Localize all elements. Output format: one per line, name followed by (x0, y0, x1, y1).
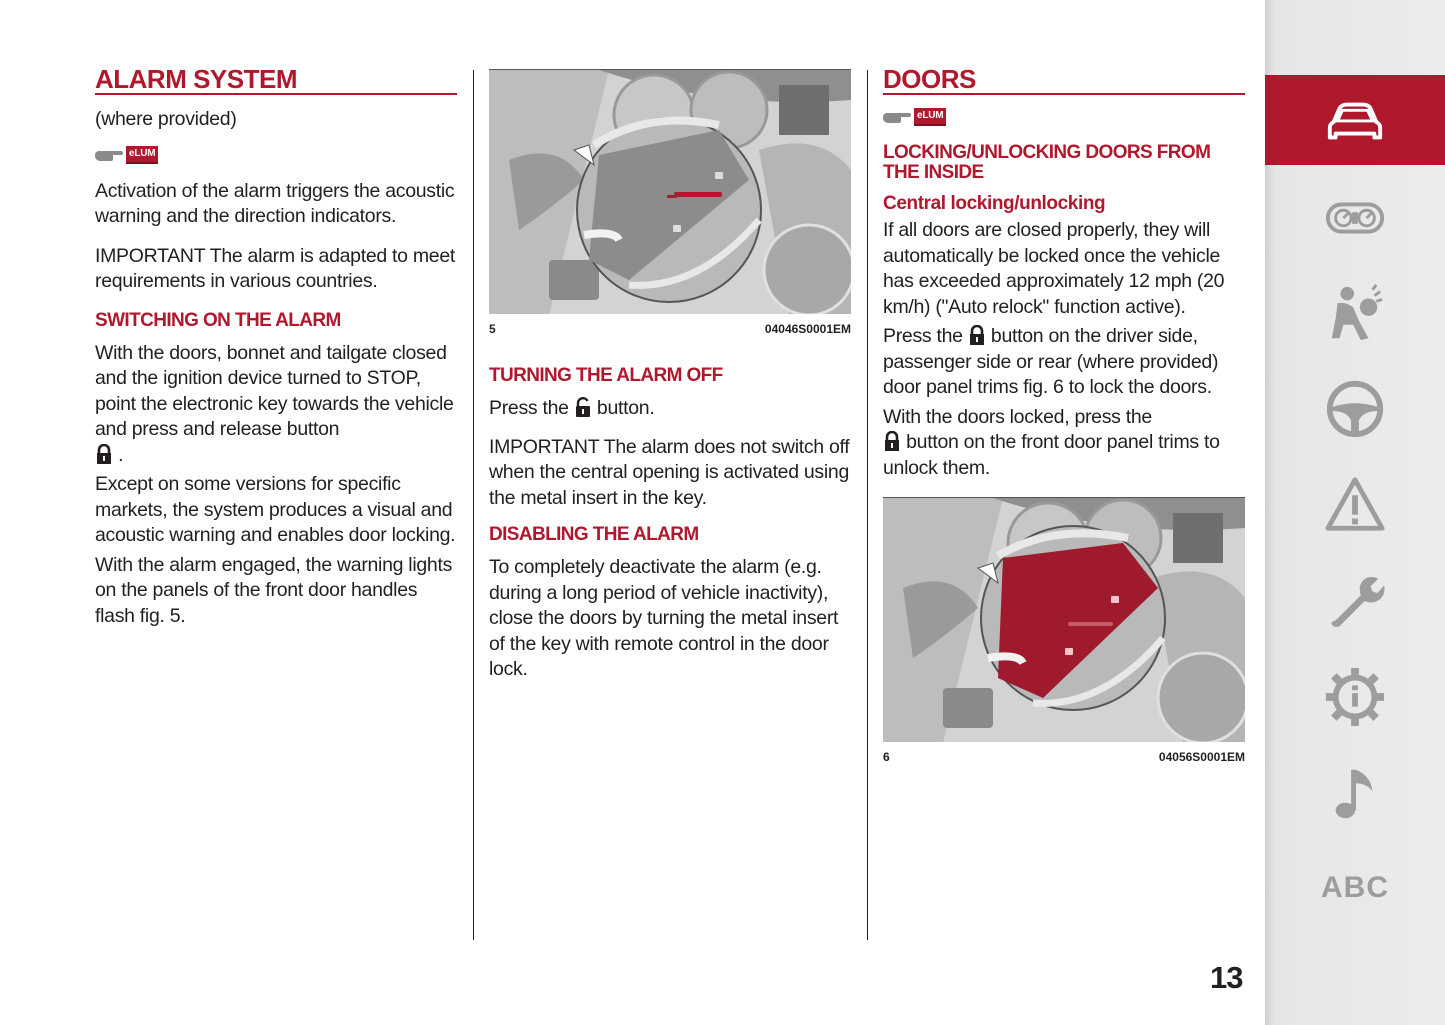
chapter-sidebar (1265, 0, 1445, 1025)
figure-6-door-panel (883, 497, 1245, 742)
lock-closed-icon (95, 444, 113, 464)
column-divider (867, 70, 868, 940)
figure-caption (883, 750, 1245, 764)
subheading-switching-on: SWITCHING ON THE ALARM (95, 309, 341, 331)
press-text: Press the (489, 397, 569, 419)
paragraph-text: With the doors, bonnet and tailgate closed and the ignition device turned to STOP, point the electronic key towards the vehicle and press and release button (95, 341, 454, 440)
paragraph: With the alarm engaged, the warning lights on the panels of the front door handles flash fig. 5. (95, 553, 453, 627)
press-text-end: button. (596, 397, 655, 419)
paragraph-text: button on the front door panel trims to unlock them. (883, 431, 1220, 479)
pointing-hand-icon (95, 148, 123, 162)
door-panel-illustration (883, 498, 1245, 742)
gear-info-icon (1324, 666, 1386, 728)
music-note-icon (1324, 762, 1386, 824)
subheading-locking-unlocking: LOCKING/UNLOCKING DOORS FROM THE INSIDE (883, 142, 1211, 183)
lock-closed-icon (883, 431, 901, 451)
car-icon (1324, 89, 1386, 151)
paragraph-text: Press the (883, 325, 963, 347)
column-divider (473, 70, 474, 940)
elum-indicator (95, 143, 457, 167)
figure-code: 04056S0001EM (1158, 750, 1245, 764)
paragraph-text: With the doors locked, press the (883, 405, 1152, 428)
column-doors (883, 66, 1245, 764)
paragraph (883, 324, 1245, 401)
paragraph: To completely deactivate the alarm (e.g. during a long period of vehicle inactivity), close the doors by turning the metal insert of the key with remote control in the door lock. (489, 556, 839, 680)
paragraph-end: . (118, 443, 124, 466)
pointing-hand-icon (883, 110, 911, 124)
sidebar-item-multimedia[interactable] (1265, 748, 1445, 838)
paragraph (883, 405, 1245, 482)
wrench-icon (1324, 570, 1386, 632)
figure-number: 6 (883, 750, 890, 764)
paragraph: IMPORTANT The alarm is adapted to meet requirements in various countries. (95, 244, 455, 292)
figure-number: 5 (489, 322, 496, 336)
sidebar-item-maintenance[interactable] (1265, 556, 1445, 646)
paragraph (489, 396, 851, 422)
sidebar-item-emergency[interactable] (1265, 460, 1445, 550)
sidebar-item-technical-data[interactable] (1265, 652, 1445, 742)
abc-label: ABC (1321, 871, 1389, 904)
subheading-turning-off: TURNING THE ALARM OFF (489, 365, 723, 386)
steering-wheel-icon (1324, 378, 1386, 440)
sidebar-item-driving[interactable] (1265, 364, 1445, 454)
figure-5-door-panel (489, 69, 851, 314)
paragraph: Except on some versions for specific markets, the system produces a visual and acoustic warning and enables door locking. (95, 473, 456, 546)
figure-caption (489, 322, 851, 336)
where-provided-note: (where provided) (95, 108, 237, 130)
paragraph-text: button on the driver side, passenger side or rear (where provided) door panel trims fig. 6 to lock the doors. (883, 325, 1219, 398)
figure-code: 04046S0001EM (764, 322, 851, 336)
paragraph: If all doors are closed properly, they will automatically be locked once the vehicle has exceeded approximately 12 mph (20 km/h) ("Auto relock" function active). (883, 219, 1225, 318)
dashboard-gauges-icon (1324, 187, 1386, 249)
airbag-person-icon (1324, 282, 1386, 344)
section-title-alarm-system: ALARM SYSTEM (95, 66, 457, 95)
sidebar-item-index[interactable] (1265, 843, 1445, 933)
elum-badge: eLUM (126, 146, 158, 164)
page-number: 13 (1210, 960, 1243, 995)
elum-indicator (883, 105, 1245, 129)
subheading-central-locking: Central locking/unlocking (883, 193, 1106, 214)
paragraph: Activation of the alarm triggers the acoustic warning and the direction indicators. (95, 179, 455, 227)
section-title-doors: DOORS (883, 66, 1245, 95)
door-panel-illustration (489, 70, 851, 314)
lock-closed-icon (968, 325, 986, 345)
elum-badge: eLUM (914, 108, 946, 126)
column-alarm-system (95, 66, 457, 629)
subheading-disabling: DISABLING THE ALARM (489, 524, 699, 545)
sidebar-item-dashboard[interactable] (1265, 173, 1445, 263)
warning-triangle-icon (1324, 474, 1386, 536)
lock-open-icon (574, 397, 592, 417)
column-alarm-off (489, 69, 851, 683)
paragraph: IMPORTANT The alarm does not switch off when the central opening is activated using the metal insert in the key. (489, 435, 850, 509)
paragraph (95, 341, 457, 469)
sidebar-item-safety[interactable] (1265, 268, 1445, 358)
sidebar-item-car[interactable] (1265, 75, 1445, 165)
